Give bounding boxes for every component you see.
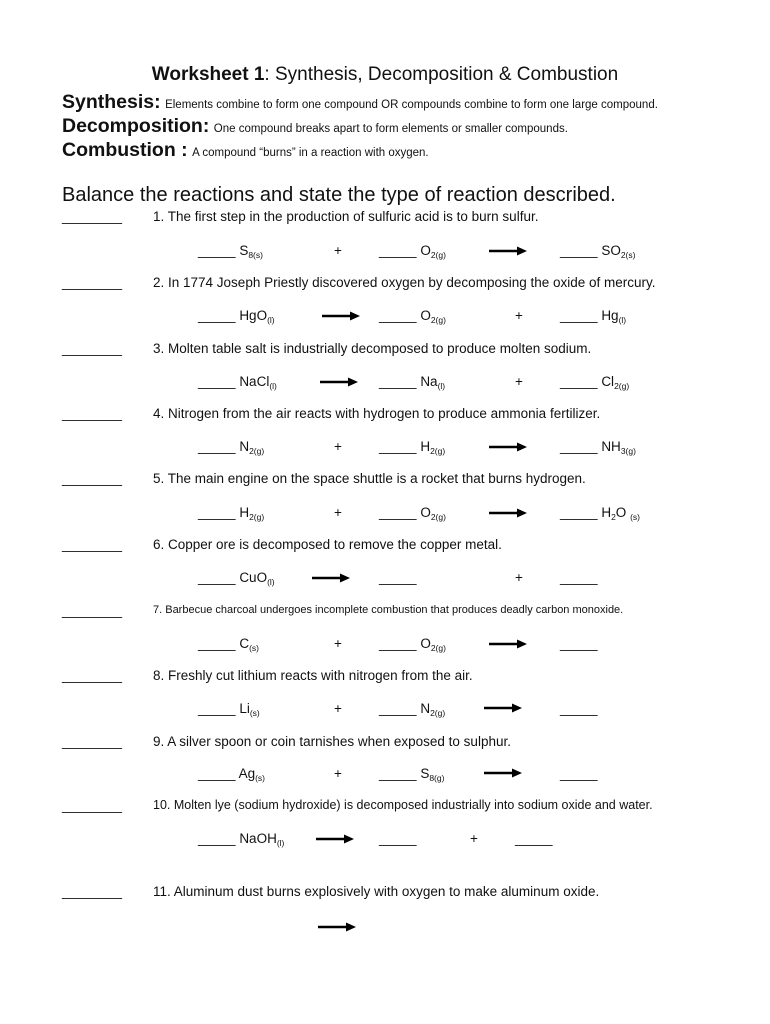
plus-sign: + — [334, 505, 342, 520]
formula: N — [239, 439, 250, 454]
state: 2(g) — [430, 250, 446, 260]
reactant-1 — [198, 831, 284, 846]
plus-sign: + — [334, 636, 342, 651]
state: 2(g) — [430, 512, 446, 522]
question-6: 6. Copper ore is decomposed to remove the copper metal. — [153, 537, 502, 552]
product-1 — [560, 636, 598, 651]
state: 2(g) — [430, 708, 446, 718]
instructions: Balance the reactions and state the type of reaction described. — [62, 184, 616, 206]
plus-sign: + — [470, 831, 478, 846]
formula: H — [420, 439, 431, 454]
definition-synthesis — [62, 91, 658, 114]
formula: H — [239, 505, 250, 520]
arrow-right-icon — [320, 377, 358, 387]
coefficient-blank[interactable]: _____ — [560, 701, 598, 716]
reactant-1 — [198, 308, 275, 323]
coefficient-blank[interactable]: _____ — [560, 636, 598, 651]
state: 2(g) — [249, 512, 265, 522]
plus-sign: + — [515, 308, 523, 323]
definition-decomposition — [62, 115, 568, 138]
question-3: 3. Molten table salt is industrially decomposed to produce molten sodium. — [153, 341, 592, 356]
coefficient-blank[interactable]: _____ — [379, 374, 417, 389]
question-5: 5. The main engine on the space shuttle is a rocket that burns hydrogen. — [153, 471, 586, 486]
arrow-right-icon — [489, 508, 527, 518]
formula: SO — [601, 243, 621, 258]
state: (s) — [249, 643, 259, 653]
formula: C — [239, 636, 250, 651]
formula: H — [601, 505, 612, 520]
formula: S — [239, 243, 249, 258]
arrow-right-icon — [489, 639, 527, 649]
desc: Elements combine to form one compound OR compounds combine to form one large compound. — [165, 99, 658, 111]
state: (s) — [255, 773, 265, 783]
plus-sign: + — [334, 439, 342, 454]
coefficient-blank[interactable]: _____ — [560, 439, 598, 454]
formula: S — [420, 766, 430, 781]
formula: O — [420, 505, 431, 520]
term: Decomposition: — [62, 115, 210, 137]
coefficient-blank[interactable]: _____ — [198, 766, 236, 781]
answer-blank-6[interactable]: ________ — [62, 537, 123, 552]
title-bold: Worksheet 1 — [151, 64, 265, 85]
reactant-1 — [198, 439, 264, 454]
reactant-1 — [198, 243, 263, 258]
coefficient-blank[interactable]: _____ — [560, 243, 598, 258]
state: (l) — [267, 315, 275, 325]
arrow-right-icon — [322, 311, 360, 321]
coefficient-blank[interactable]: _____ — [379, 505, 417, 520]
formula: Cl — [601, 374, 615, 389]
state: (l) — [267, 577, 275, 587]
arrow-right-icon — [484, 768, 522, 778]
plus-sign: + — [515, 570, 523, 585]
plus-sign: + — [334, 766, 342, 781]
answer-blank-4[interactable]: ________ — [62, 406, 123, 421]
formula: O — [420, 308, 431, 323]
plus-sign: + — [515, 374, 523, 389]
formula: NaOH — [239, 831, 277, 846]
product-1 — [379, 570, 417, 585]
coefficient-blank[interactable]: _____ — [379, 831, 417, 846]
definition-combustion — [62, 139, 429, 162]
reactant-2 — [379, 766, 444, 781]
desc: A compound “burns” in a reaction with oxygen. — [192, 147, 429, 159]
coefficient-blank[interactable]: _____ — [560, 374, 598, 389]
product-1 — [560, 439, 636, 454]
question-7: 7. Barbecue charcoal undergoes incomplete combustion that produces deadly carbon monoxide. — [153, 604, 624, 616]
coefficient-blank[interactable]: _____ — [198, 308, 236, 323]
state: 8(g) — [429, 773, 445, 783]
coefficient-blank[interactable]: _____ — [379, 243, 417, 258]
product-1 — [560, 505, 640, 520]
title-rest: : Synthesis, Decomposition & Combustion — [264, 64, 619, 85]
state: (l) — [276, 838, 285, 848]
answer-blank-1[interactable]: ________ — [62, 209, 123, 224]
term: Synthesis: — [62, 91, 161, 113]
coefficient-blank[interactable]: _____ — [198, 374, 236, 389]
reactant-1 — [198, 701, 260, 716]
plus-sign: + — [334, 243, 342, 258]
state: 2(g) — [249, 446, 265, 456]
coefficient-blank[interactable]: _____ — [560, 505, 598, 520]
reactant-2 — [379, 701, 445, 716]
answer-blank-3[interactable]: ________ — [62, 341, 123, 356]
product-1 — [560, 766, 598, 781]
state: 2(g) — [430, 315, 446, 325]
state: 2(s) — [620, 250, 636, 260]
coefficient-blank[interactable]: _____ — [379, 636, 417, 651]
formula: NaCl — [239, 374, 270, 389]
coefficient-blank[interactable]: _____ — [198, 243, 236, 258]
question-1: 1. The first step in the production of sulfuric acid is to burn sulfur. — [153, 209, 539, 224]
state: 8(s) — [248, 250, 263, 260]
question-10: 10. Molten lye (sodium hydroxide) is decomposed industrially into sodium oxide and water. — [153, 798, 653, 812]
coefficient-blank[interactable]: _____ — [379, 701, 417, 716]
product-1 — [379, 831, 417, 846]
state: (l) — [269, 381, 277, 391]
answer-blank-11[interactable]: ________ — [62, 884, 123, 899]
coefficient-blank[interactable]: _____ — [198, 636, 236, 651]
question-11: 11. Aluminum dust burns explosively with oxygen to make aluminum oxide. — [153, 884, 600, 899]
formula: N — [420, 701, 431, 716]
arrow-right-icon — [318, 922, 356, 932]
formula-tail: O — [615, 505, 627, 520]
reactant-2 — [379, 439, 445, 454]
reactant-1 — [198, 505, 264, 520]
coefficient-blank[interactable]: _____ — [379, 308, 417, 323]
question-8: 8. Freshly cut lithium reacts with nitrogen from the air. — [153, 668, 473, 683]
product-2 — [560, 374, 629, 389]
coefficient-blank[interactable]: _____ — [379, 570, 417, 585]
formula: CuO — [239, 570, 268, 585]
coefficient-blank[interactable]: _____ — [379, 766, 417, 781]
term: Combustion : — [62, 139, 188, 161]
arrow-right-icon — [312, 573, 350, 583]
state: 3(g) — [620, 446, 636, 456]
product-1 — [379, 374, 445, 389]
state: (s) — [249, 708, 260, 718]
product-2 — [560, 570, 598, 585]
answer-blank-2[interactable]: ________ — [62, 275, 123, 290]
question-4: 4. Nitrogen from the air reacts with hydrogen to produce ammonia fertilizer. — [153, 406, 601, 421]
worksheet-title — [0, 64, 770, 86]
answer-blank-5[interactable]: ________ — [62, 471, 123, 486]
coefficient-blank[interactable]: _____ — [198, 505, 236, 520]
arrow-right-icon — [489, 442, 527, 452]
coefficient-blank[interactable]: _____ — [198, 439, 236, 454]
state: 2(g) — [430, 643, 446, 653]
state: 2(g) — [614, 381, 630, 391]
arrow-right-icon — [316, 834, 354, 844]
question-2: 2. In 1774 Joseph Priestly discovered oxygen by decomposing the oxide of mercury. — [153, 275, 656, 290]
formula: HgO — [239, 308, 268, 323]
product-2 — [560, 308, 626, 323]
reactant-2 — [379, 505, 446, 520]
arrow-right-icon — [489, 246, 527, 256]
state: (l) — [618, 315, 627, 325]
plus-sign: + — [334, 701, 342, 716]
arrow-right-icon — [484, 703, 522, 713]
product-2 — [515, 831, 553, 846]
product-1 — [560, 701, 598, 716]
product-1 — [379, 308, 446, 323]
formula: Na — [420, 374, 438, 389]
answer-blank-7[interactable]: ________ — [62, 603, 123, 618]
product-1 — [560, 243, 635, 258]
formula: Hg — [601, 308, 619, 323]
coefficient-blank[interactable]: _____ — [198, 570, 236, 585]
coefficient-blank[interactable]: _____ — [198, 831, 236, 846]
coefficient-blank[interactable]: _____ — [198, 701, 236, 716]
state: 2 — [611, 512, 616, 522]
state: (l) — [437, 381, 446, 391]
coefficient-blank[interactable]: _____ — [379, 439, 417, 454]
coefficient-blank[interactable]: _____ — [515, 831, 553, 846]
coefficient-blank[interactable]: _____ — [560, 308, 598, 323]
question-9: 9. A silver spoon or coin tarnishes when exposed to sulphur. — [153, 734, 511, 749]
formula: NH — [601, 439, 621, 454]
coefficient-blank[interactable]: _____ — [560, 766, 598, 781]
answer-blank-10[interactable]: ________ — [62, 798, 123, 813]
formula: O — [420, 636, 431, 651]
desc: One compound breaks apart to form elements or smaller compounds. — [213, 123, 568, 135]
answer-blank-9[interactable]: ________ — [62, 734, 123, 749]
formula: Ag — [238, 766, 256, 781]
reactant-2 — [379, 636, 446, 651]
state: (s) — [630, 512, 640, 522]
formula: O — [420, 243, 431, 258]
reactant-1 — [198, 766, 265, 781]
reactant-1 — [198, 636, 259, 651]
state: 2(g) — [430, 446, 446, 456]
formula: Li — [239, 701, 250, 716]
reactant-1 — [198, 570, 275, 585]
answer-blank-8[interactable]: ________ — [62, 668, 123, 683]
reactant-2 — [379, 243, 446, 258]
coefficient-blank[interactable]: _____ — [560, 570, 598, 585]
reactant-1 — [198, 374, 277, 389]
